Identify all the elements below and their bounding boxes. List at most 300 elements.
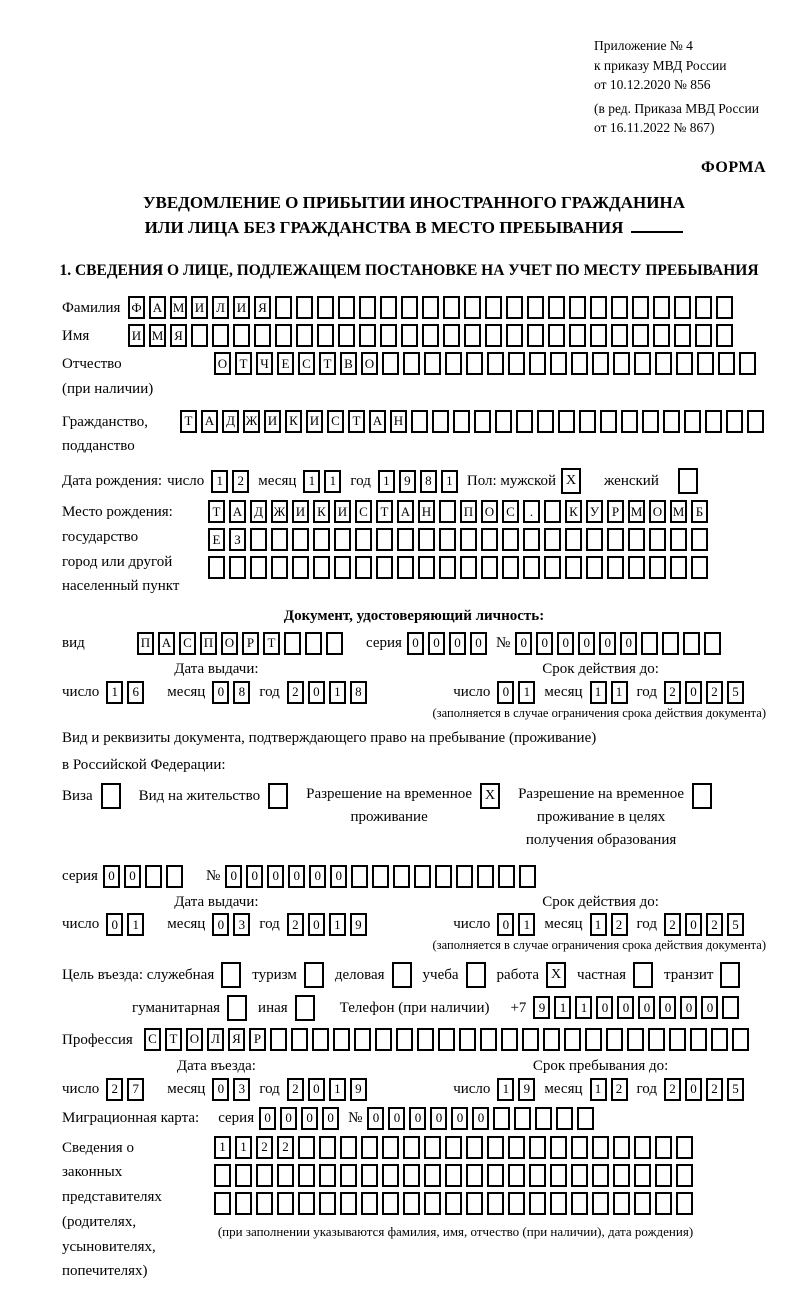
char-cell[interactable] <box>514 1107 531 1130</box>
char-cell[interactable] <box>418 556 435 579</box>
char-cell[interactable]: Ч <box>256 352 273 375</box>
char-cell[interactable]: 3 <box>233 1078 250 1101</box>
char-cell[interactable] <box>275 324 292 347</box>
residence-permit-checkbox[interactable] <box>268 783 292 809</box>
char-cell[interactable]: 0 <box>308 913 325 936</box>
char-cell[interactable] <box>691 528 708 551</box>
char-cell[interactable]: 0 <box>685 913 702 936</box>
visa-checkbox[interactable] <box>101 783 125 809</box>
char-cell[interactable]: 1 <box>497 1078 514 1101</box>
char-cell[interactable]: А <box>369 410 386 433</box>
char-cell[interactable]: 2 <box>664 681 681 704</box>
purpose-humanitarian-checkbox[interactable] <box>227 995 251 1021</box>
char-cell[interactable]: 5 <box>727 1078 744 1101</box>
char-cell[interactable] <box>414 865 431 888</box>
char-cell[interactable]: 2 <box>706 913 723 936</box>
char-cell[interactable] <box>445 1136 462 1159</box>
char-cell[interactable]: С <box>327 410 344 433</box>
char-cell[interactable] <box>235 1164 252 1187</box>
char-cell[interactable]: 1 <box>441 470 458 493</box>
char-cell[interactable] <box>590 296 607 319</box>
char-cell[interactable] <box>376 528 393 551</box>
char-cell[interactable]: Я <box>254 296 271 319</box>
char-cell[interactable]: 0 <box>106 913 123 936</box>
char-cell[interactable]: 0 <box>578 632 595 655</box>
char-cell[interactable] <box>676 1164 693 1187</box>
char-cell[interactable] <box>208 556 225 579</box>
char-cell[interactable]: О <box>221 632 238 655</box>
char-cell[interactable] <box>229 556 246 579</box>
char-cell[interactable] <box>284 632 301 655</box>
char-cell[interactable] <box>275 296 292 319</box>
char-cell[interactable]: 2 <box>706 681 723 704</box>
char-cell[interactable] <box>569 324 586 347</box>
char-cell[interactable]: О <box>186 1028 203 1051</box>
char-cell[interactable]: 9 <box>350 1078 367 1101</box>
char-cell[interactable] <box>579 410 596 433</box>
char-cell[interactable]: . <box>523 500 540 523</box>
char-cell[interactable] <box>502 528 519 551</box>
char-cell[interactable] <box>655 1192 672 1215</box>
char-cell[interactable]: 1 <box>378 470 395 493</box>
char-cell[interactable] <box>670 528 687 551</box>
char-cell[interactable] <box>649 528 666 551</box>
char-cell[interactable]: X <box>480 783 500 809</box>
char-cell[interactable]: А <box>201 410 218 433</box>
char-cell[interactable] <box>319 1164 336 1187</box>
char-cell[interactable] <box>382 352 399 375</box>
char-cell[interactable] <box>487 352 504 375</box>
char-cell[interactable] <box>648 1028 665 1051</box>
char-cell[interactable]: 1 <box>106 681 123 704</box>
char-cell[interactable]: 1 <box>329 1078 346 1101</box>
char-cell[interactable]: 2 <box>611 1078 628 1101</box>
char-cell[interactable] <box>613 1192 630 1215</box>
char-cell[interactable] <box>319 1136 336 1159</box>
char-cell[interactable] <box>235 1192 252 1215</box>
char-cell[interactable]: 0 <box>301 1107 318 1130</box>
char-cell[interactable] <box>634 352 651 375</box>
char-cell[interactable] <box>495 410 512 433</box>
char-cell[interactable]: Я <box>170 324 187 347</box>
char-cell[interactable]: 0 <box>288 865 305 888</box>
char-cell[interactable] <box>166 865 183 888</box>
char-cell[interactable] <box>432 410 449 433</box>
char-cell[interactable]: 0 <box>246 865 263 888</box>
char-cell[interactable] <box>544 556 561 579</box>
char-cell[interactable] <box>683 632 700 655</box>
char-cell[interactable] <box>722 996 739 1019</box>
char-cell[interactable]: Е <box>208 528 225 551</box>
char-cell[interactable] <box>498 865 515 888</box>
char-cell[interactable] <box>516 410 533 433</box>
char-cell[interactable] <box>271 556 288 579</box>
char-cell[interactable]: 0 <box>388 1107 405 1130</box>
char-cell[interactable] <box>628 528 645 551</box>
char-cell[interactable] <box>558 410 575 433</box>
char-cell[interactable]: 0 <box>638 996 655 1019</box>
char-cell[interactable] <box>550 1136 567 1159</box>
char-cell[interactable]: 1 <box>518 681 535 704</box>
char-cell[interactable] <box>548 324 565 347</box>
char-cell[interactable] <box>607 528 624 551</box>
char-cell[interactable]: 1 <box>324 470 341 493</box>
char-cell[interactable]: 0 <box>428 632 445 655</box>
char-cell[interactable]: 0 <box>409 1107 426 1130</box>
char-cell[interactable]: Т <box>376 500 393 523</box>
char-cell[interactable] <box>464 324 481 347</box>
char-cell[interactable] <box>655 352 672 375</box>
char-cell[interactable] <box>691 556 708 579</box>
char-cell[interactable]: 0 <box>212 681 229 704</box>
char-cell[interactable] <box>338 324 355 347</box>
purpose-other-checkbox[interactable] <box>295 995 319 1021</box>
char-cell[interactable] <box>443 324 460 347</box>
char-cell[interactable]: И <box>233 296 250 319</box>
char-cell[interactable] <box>445 352 462 375</box>
char-cell[interactable]: Т <box>263 632 280 655</box>
char-cell[interactable]: С <box>298 352 315 375</box>
char-cell[interactable] <box>477 865 494 888</box>
char-cell[interactable]: 0 <box>472 1107 489 1130</box>
char-cell[interactable] <box>401 324 418 347</box>
char-cell[interactable] <box>586 556 603 579</box>
char-cell[interactable] <box>485 324 502 347</box>
char-cell[interactable]: 0 <box>620 632 637 655</box>
char-cell[interactable]: Я <box>228 1028 245 1051</box>
char-cell[interactable] <box>621 410 638 433</box>
char-cell[interactable] <box>424 352 441 375</box>
char-cell[interactable] <box>655 1164 672 1187</box>
char-cell[interactable] <box>466 1136 483 1159</box>
char-cell[interactable]: Р <box>242 632 259 655</box>
char-cell[interactable] <box>271 528 288 551</box>
char-cell[interactable]: О <box>481 500 498 523</box>
char-cell[interactable] <box>641 632 658 655</box>
char-cell[interactable] <box>600 410 617 433</box>
char-cell[interactable] <box>535 1107 552 1130</box>
char-cell[interactable] <box>529 1192 546 1215</box>
purpose-transit-checkbox[interactable] <box>720 962 744 988</box>
char-cell[interactable]: 8 <box>420 470 437 493</box>
purpose-work-checkbox[interactable] <box>546 962 570 988</box>
char-cell[interactable]: М <box>670 500 687 523</box>
char-cell[interactable] <box>340 1164 357 1187</box>
char-cell[interactable]: О <box>361 352 378 375</box>
char-cell[interactable] <box>212 324 229 347</box>
char-cell[interactable] <box>214 1192 231 1215</box>
char-cell[interactable]: 0 <box>322 1107 339 1130</box>
char-cell[interactable] <box>632 324 649 347</box>
char-cell[interactable] <box>720 962 740 988</box>
char-cell[interactable] <box>401 296 418 319</box>
char-cell[interactable] <box>523 528 540 551</box>
char-cell[interactable] <box>361 1192 378 1215</box>
char-cell[interactable] <box>485 296 502 319</box>
char-cell[interactable] <box>586 528 603 551</box>
char-cell[interactable]: И <box>292 500 309 523</box>
char-cell[interactable]: И <box>334 500 351 523</box>
char-cell[interactable] <box>227 995 247 1021</box>
char-cell[interactable] <box>392 962 412 988</box>
char-cell[interactable] <box>270 1028 287 1051</box>
char-cell[interactable] <box>747 410 764 433</box>
char-cell[interactable]: 5 <box>727 913 744 936</box>
char-cell[interactable] <box>527 296 544 319</box>
char-cell[interactable]: З <box>229 528 246 551</box>
char-cell[interactable] <box>418 528 435 551</box>
char-cell[interactable]: 1 <box>590 1078 607 1101</box>
char-cell[interactable] <box>382 1164 399 1187</box>
char-cell[interactable] <box>376 556 393 579</box>
char-cell[interactable]: 2 <box>232 470 249 493</box>
char-cell[interactable] <box>716 296 733 319</box>
char-cell[interactable] <box>571 1136 588 1159</box>
char-cell[interactable]: 1 <box>235 1136 252 1159</box>
char-cell[interactable] <box>313 556 330 579</box>
char-cell[interactable] <box>508 352 525 375</box>
char-cell[interactable]: Ж <box>271 500 288 523</box>
char-cell[interactable] <box>697 352 714 375</box>
char-cell[interactable] <box>480 1028 497 1051</box>
char-cell[interactable] <box>611 324 628 347</box>
char-cell[interactable] <box>459 1028 476 1051</box>
char-cell[interactable] <box>634 1192 651 1215</box>
char-cell[interactable]: Ж <box>243 410 260 433</box>
char-cell[interactable] <box>268 783 288 809</box>
char-cell[interactable]: Т <box>165 1028 182 1051</box>
char-cell[interactable] <box>464 296 481 319</box>
char-cell[interactable] <box>718 352 735 375</box>
char-cell[interactable]: 8 <box>350 681 367 704</box>
char-cell[interactable] <box>690 1028 707 1051</box>
char-cell[interactable] <box>466 1164 483 1187</box>
char-cell[interactable]: 5 <box>727 681 744 704</box>
edu-residence-permit-checkbox[interactable] <box>692 783 716 809</box>
char-cell[interactable]: 2 <box>287 1078 304 1101</box>
char-cell[interactable] <box>256 1164 273 1187</box>
char-cell[interactable] <box>382 1192 399 1215</box>
char-cell[interactable] <box>403 1164 420 1187</box>
char-cell[interactable] <box>628 556 645 579</box>
char-cell[interactable] <box>506 324 523 347</box>
char-cell[interactable]: 2 <box>106 1078 123 1101</box>
char-cell[interactable] <box>397 556 414 579</box>
char-cell[interactable] <box>397 528 414 551</box>
char-cell[interactable]: 2 <box>256 1136 273 1159</box>
char-cell[interactable] <box>361 1164 378 1187</box>
char-cell[interactable] <box>312 1028 329 1051</box>
char-cell[interactable] <box>613 1164 630 1187</box>
char-cell[interactable] <box>375 1028 392 1051</box>
char-cell[interactable]: 1 <box>127 913 144 936</box>
char-cell[interactable]: 1 <box>214 1136 231 1159</box>
char-cell[interactable]: 0 <box>212 1078 229 1101</box>
char-cell[interactable] <box>438 1028 455 1051</box>
char-cell[interactable]: 9 <box>399 470 416 493</box>
purpose-study-checkbox[interactable] <box>466 962 490 988</box>
char-cell[interactable] <box>101 783 121 809</box>
char-cell[interactable] <box>674 296 691 319</box>
char-cell[interactable]: X <box>561 468 581 494</box>
char-cell[interactable] <box>493 1107 510 1130</box>
char-cell[interactable] <box>550 1164 567 1187</box>
char-cell[interactable] <box>411 410 428 433</box>
char-cell[interactable]: 1 <box>554 996 571 1019</box>
char-cell[interactable]: 1 <box>303 470 320 493</box>
char-cell[interactable]: С <box>502 500 519 523</box>
char-cell[interactable]: К <box>565 500 582 523</box>
char-cell[interactable] <box>233 324 250 347</box>
char-cell[interactable] <box>565 556 582 579</box>
char-cell[interactable]: Р <box>249 1028 266 1051</box>
char-cell[interactable]: 0 <box>497 681 514 704</box>
char-cell[interactable]: 2 <box>277 1136 294 1159</box>
char-cell[interactable] <box>250 556 267 579</box>
char-cell[interactable] <box>632 296 649 319</box>
char-cell[interactable] <box>221 962 241 988</box>
char-cell[interactable]: 1 <box>329 913 346 936</box>
char-cell[interactable] <box>548 296 565 319</box>
char-cell[interactable] <box>613 1136 630 1159</box>
char-cell[interactable] <box>663 410 680 433</box>
char-cell[interactable] <box>326 632 343 655</box>
char-cell[interactable]: X <box>546 962 566 988</box>
char-cell[interactable]: 0 <box>330 865 347 888</box>
char-cell[interactable]: И <box>128 324 145 347</box>
char-cell[interactable]: И <box>264 410 281 433</box>
char-cell[interactable]: 0 <box>309 865 326 888</box>
char-cell[interactable] <box>298 1136 315 1159</box>
char-cell[interactable] <box>716 324 733 347</box>
char-cell[interactable]: 0 <box>225 865 242 888</box>
char-cell[interactable] <box>354 1028 371 1051</box>
char-cell[interactable]: 0 <box>124 865 141 888</box>
char-cell[interactable] <box>424 1192 441 1215</box>
char-cell[interactable] <box>611 296 628 319</box>
char-cell[interactable] <box>466 352 483 375</box>
char-cell[interactable] <box>474 410 491 433</box>
char-cell[interactable] <box>439 500 456 523</box>
char-cell[interactable]: П <box>137 632 154 655</box>
char-cell[interactable]: С <box>355 500 372 523</box>
char-cell[interactable] <box>537 410 554 433</box>
char-cell[interactable]: 0 <box>497 913 514 936</box>
char-cell[interactable]: И <box>306 410 323 433</box>
char-cell[interactable] <box>317 324 334 347</box>
char-cell[interactable]: 0 <box>103 865 120 888</box>
char-cell[interactable] <box>372 865 389 888</box>
char-cell[interactable]: 8 <box>233 681 250 704</box>
char-cell[interactable]: М <box>170 296 187 319</box>
char-cell[interactable] <box>676 352 693 375</box>
char-cell[interactable]: 0 <box>685 681 702 704</box>
char-cell[interactable] <box>333 1028 350 1051</box>
char-cell[interactable] <box>340 1192 357 1215</box>
char-cell[interactable]: 0 <box>470 632 487 655</box>
char-cell[interactable] <box>726 410 743 433</box>
char-cell[interactable]: 0 <box>596 996 613 1019</box>
char-cell[interactable]: 6 <box>127 681 144 704</box>
char-cell[interactable] <box>527 324 544 347</box>
char-cell[interactable]: 0 <box>308 681 325 704</box>
char-cell[interactable] <box>466 1192 483 1215</box>
char-cell[interactable] <box>653 324 670 347</box>
char-cell[interactable] <box>695 296 712 319</box>
char-cell[interactable]: Л <box>212 296 229 319</box>
char-cell[interactable] <box>435 865 452 888</box>
char-cell[interactable] <box>305 632 322 655</box>
char-cell[interactable]: 0 <box>536 632 553 655</box>
char-cell[interactable]: А <box>229 500 246 523</box>
char-cell[interactable]: 1 <box>575 996 592 1019</box>
char-cell[interactable]: 0 <box>212 913 229 936</box>
char-cell[interactable]: 0 <box>599 632 616 655</box>
char-cell[interactable]: Р <box>607 500 624 523</box>
char-cell[interactable] <box>613 352 630 375</box>
char-cell[interactable] <box>705 410 722 433</box>
char-cell[interactable] <box>506 296 523 319</box>
char-cell[interactable] <box>508 1136 525 1159</box>
char-cell[interactable]: 0 <box>280 1107 297 1130</box>
char-cell[interactable] <box>529 1136 546 1159</box>
char-cell[interactable] <box>380 324 397 347</box>
char-cell[interactable]: 0 <box>701 996 718 1019</box>
char-cell[interactable] <box>481 528 498 551</box>
char-cell[interactable]: К <box>313 500 330 523</box>
char-cell[interactable]: 0 <box>259 1107 276 1130</box>
char-cell[interactable] <box>296 324 313 347</box>
char-cell[interactable]: 1 <box>211 470 228 493</box>
char-cell[interactable] <box>556 1107 573 1130</box>
char-cell[interactable] <box>704 632 721 655</box>
char-cell[interactable]: Т <box>319 352 336 375</box>
char-cell[interactable] <box>487 1192 504 1215</box>
char-cell[interactable] <box>592 1136 609 1159</box>
char-cell[interactable]: 0 <box>451 1107 468 1130</box>
char-cell[interactable]: П <box>460 500 477 523</box>
char-cell[interactable] <box>606 1028 623 1051</box>
char-cell[interactable]: У <box>586 500 603 523</box>
char-cell[interactable] <box>501 1028 518 1051</box>
char-cell[interactable] <box>439 528 456 551</box>
char-cell[interactable] <box>417 1028 434 1051</box>
char-cell[interactable] <box>523 556 540 579</box>
char-cell[interactable] <box>424 1136 441 1159</box>
char-cell[interactable] <box>711 1028 728 1051</box>
char-cell[interactable] <box>340 1136 357 1159</box>
char-cell[interactable] <box>396 1028 413 1051</box>
char-cell[interactable] <box>571 352 588 375</box>
char-cell[interactable] <box>145 865 162 888</box>
purpose-official-checkbox[interactable] <box>221 962 245 988</box>
char-cell[interactable]: 0 <box>430 1107 447 1130</box>
char-cell[interactable] <box>445 1192 462 1215</box>
char-cell[interactable] <box>460 528 477 551</box>
char-cell[interactable] <box>191 324 208 347</box>
char-cell[interactable] <box>676 1136 693 1159</box>
char-cell[interactable] <box>334 528 351 551</box>
char-cell[interactable] <box>277 1164 294 1187</box>
char-cell[interactable] <box>692 783 712 809</box>
char-cell[interactable] <box>295 995 315 1021</box>
char-cell[interactable] <box>296 296 313 319</box>
char-cell[interactable] <box>359 296 376 319</box>
char-cell[interactable] <box>543 1028 560 1051</box>
char-cell[interactable] <box>422 296 439 319</box>
char-cell[interactable] <box>642 410 659 433</box>
char-cell[interactable]: 0 <box>659 996 676 1019</box>
